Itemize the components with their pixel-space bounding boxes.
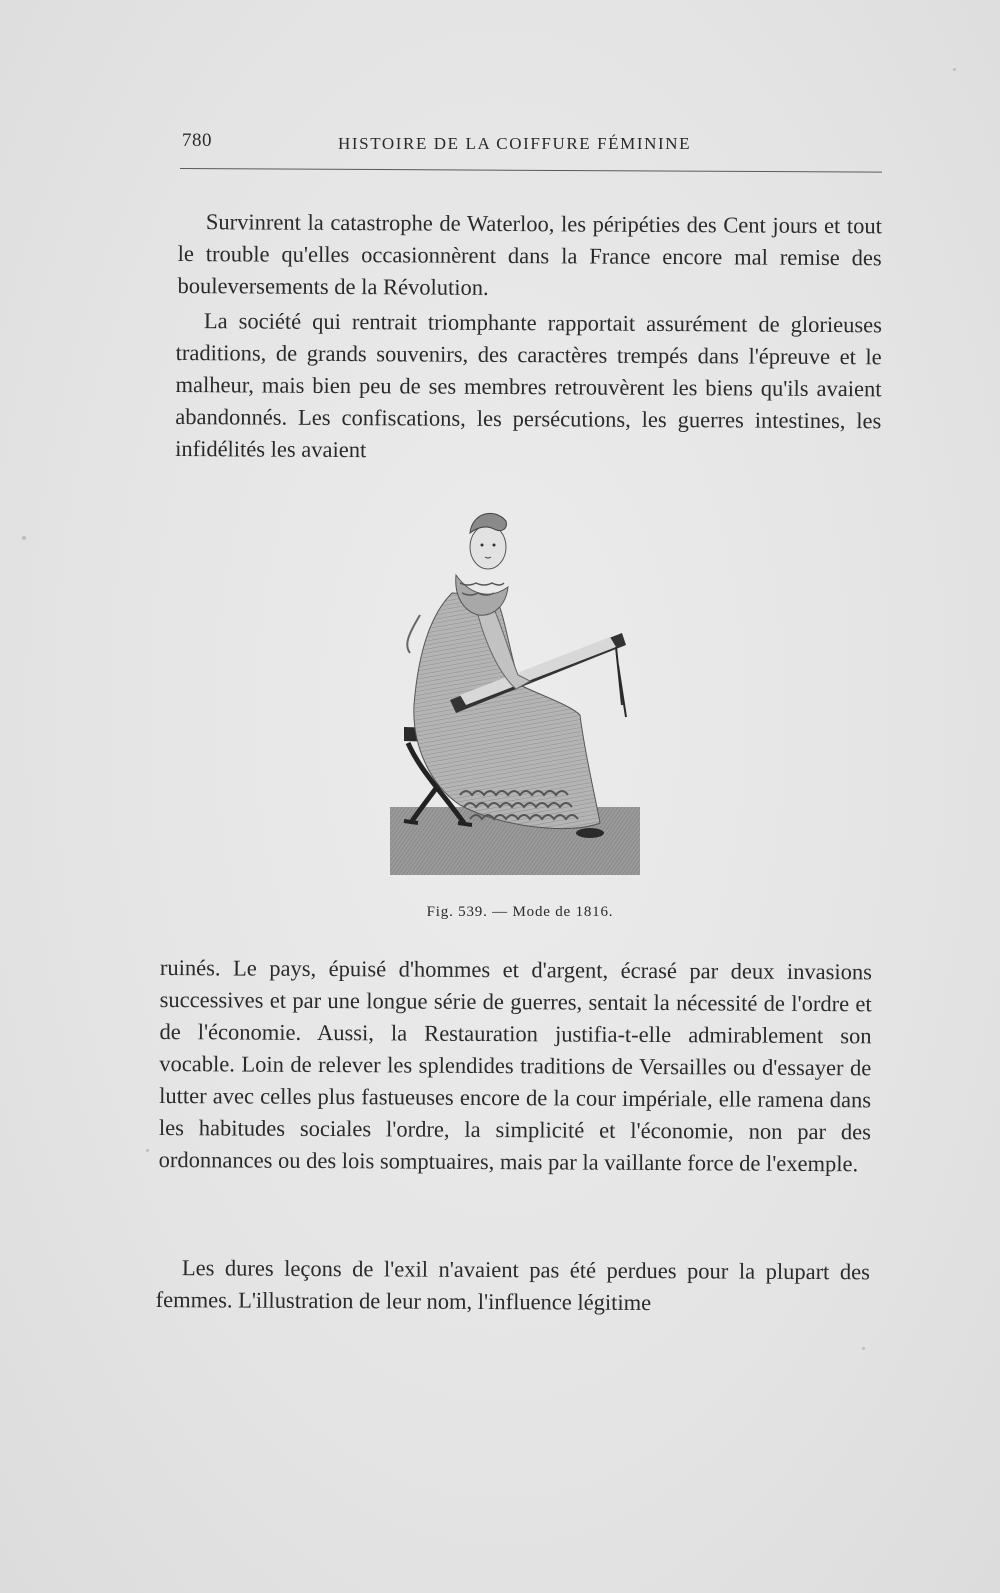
paragraph-4: Les dures leçons de l'exil n'avaient pas été perdues pour la plupart des femmes. L'illustration de leur nom, l'influence légitime: [155, 1255, 870, 1316]
running-head: [178, 130, 878, 160]
paper-speck: [862, 1347, 865, 1350]
paper-speck: [146, 1149, 149, 1152]
paragraph-2: La société qui rentrait triomphante rapportait assurément de glorieuses traditions, de grands souvenirs, des caractères trempés dans l'épreuve et le malheur, mais bien peu de ses membres retrouvèrent les biens qu'ils avaient abandonnés. Les confiscations, les persécutions, les guerres intestines, les infidélités les avaient: [175, 308, 882, 463]
paragraph-1: Survinrent la catastrophe de Waterloo, les péripéties des Cent jours et tout le trouble qu'elles occasionnèrent dans la France encore mal remise des bouleversements de la Révolution.: [177, 209, 882, 300]
paper-speck: [22, 536, 26, 540]
seated-woman-drawing-image: [390, 505, 652, 887]
header-rule: [180, 168, 882, 173]
fashion-plate-illustration: [390, 505, 652, 887]
paragraph-3: ruinés. Le pays, épuisé d'hommes et d'argent, écrasé par deux invasions successives et par une longue série de guerres, sentait la nécessité de l'ordre et de l'économie. Aussi, la Restauration justifia-t-elle admirablement son vocable. Loin de relever les splendides traditions de Versailles ou d'essayer de lutter avec celles plus fastueuses encore de la cour impériale, elle ramena dans les habitudes sociales l'ordre, la simplicité et l'économie, non par des ordonnances ou des lois somptuaires, mais par la vaillante force de l'exemple.: [158, 954, 872, 1177]
paper-speck: [953, 68, 956, 71]
page-number: 780: [182, 130, 212, 151]
figure-caption: Fig. 539. — Mode de 1816.: [426, 904, 614, 920]
running-title: HISTOIRE DE LA COIFFURE FÉMININE: [338, 134, 692, 153]
